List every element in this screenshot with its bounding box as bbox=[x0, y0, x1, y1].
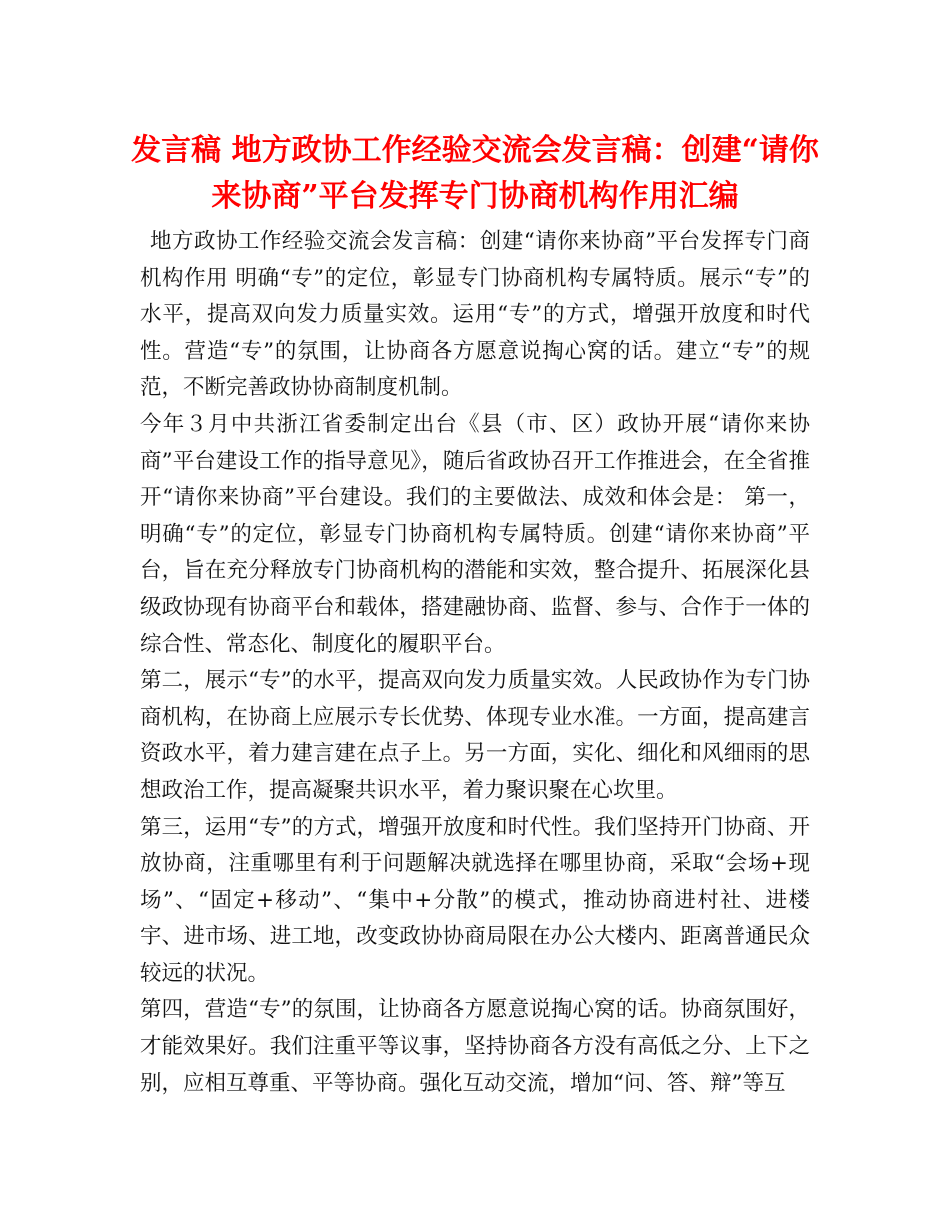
paragraph-intro: 地方政协工作经验交流会发言稿：创建“请你来协商”平台发挥专门商机构作用 明确“专”的定位，彰显专门协商机构专属特质。展示“专”的水平，提高双向发力质量实效。运用“专”的方式，增强开放度和时代性。营造“专”的氛围，让协商各方愿意说掏心窝的话。建立“专”的规范，不断完善政协协商制度机制。 bbox=[140, 229, 810, 401]
paragraph-third: 第三，运用“专”的方式，增强开放度和时代性。我们坚持开门协商、开放协商，注重哪里有利于问题解决就选择在哪里协商，采取“会场+现场”、“固定+移动”、“集中+分散”的模式，推动协商进村社、进楼宇、进市场、进工地，改变政协协商局限在办公大楼内、距离普通民众较远的状况。 bbox=[140, 814, 810, 986]
paragraph-fourth: 第四，营造“专”的氛围，让协商各方愿意说掏心窝的话。协商氛围好，才能效果好。我们注重平等议事，坚持协商各方没有高低之分、上下之别，应相互尊重、平等协商。强化互动交流，增加“问、答、辩”等互 bbox=[140, 997, 810, 1096]
document-body bbox=[140, 224, 810, 1102]
document-title: 发言稿 地方政协工作经验交流会发言稿：创建“请你来协商”平台发挥专门协商机构作用汇编 bbox=[131, 133, 819, 214]
paragraph-second: 第二，展示“专”的水平，提高双向发力质量实效。人民政协作为专门协商机构，在协商上应展示专长优势、体现专业水准。一方面，提高建言资政水平，着力建言建在点子上。另一方面，实化、细化和风细雨的思想政治工作，提高凝聚共识水平，着力聚识聚在心坎里。 bbox=[140, 668, 810, 803]
paragraph-background: 今年３月中共浙江省委制定出台《县（市、区）政协开展“请你来协商”平台建设工作的指导意见》，随后省政协召开工作推进会，在全省推开“请你来协商”平台建设。我们的主要做法、成效和体会是： 第一，明确“专”的定位，彰显专门协商机构专属特质。创建“请你来协商”平台，旨在充分释放专门协商机构的潜能和实效，整合提升、拓展深化县级政协现有协商平台和载体，搭建融协商、监督、参与、合作于一体的综合性、常态化、制度化的履职平台。 bbox=[140, 411, 810, 657]
